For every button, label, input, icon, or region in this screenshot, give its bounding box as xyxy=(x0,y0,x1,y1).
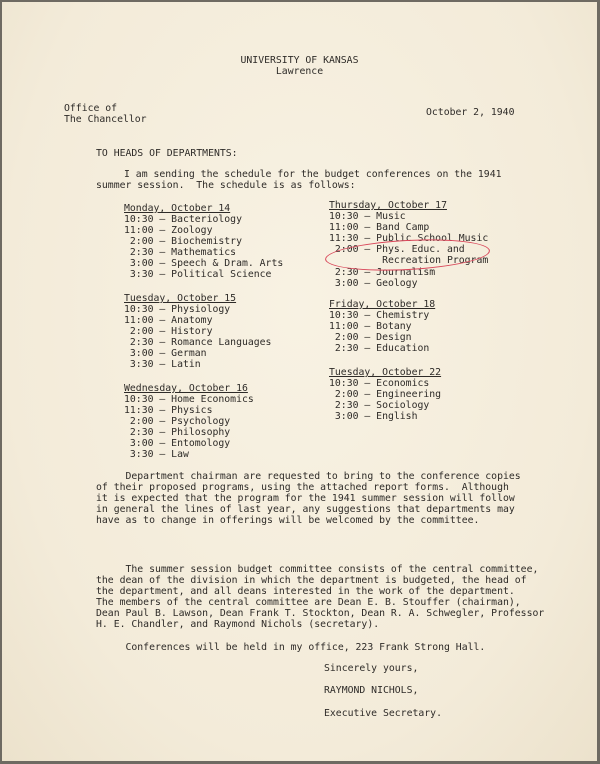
day-heading-tuesday-22: Tuesday, October 22 xyxy=(329,367,442,378)
paragraph-line: Dean Paul B. Lawson, Dean Frank T. Stockton, Dean R. A. Schwegler, Professor xyxy=(96,608,545,619)
day-heading-thursday: Thursday, October 17 xyxy=(329,200,447,211)
paragraph-line: of their proposed programs, using the attached report forms. Although xyxy=(96,482,509,493)
letter-page xyxy=(2,2,597,761)
day-heading-wednesday: Wednesday, October 16 xyxy=(124,383,248,394)
schedule-entry: 2:30 — Sociology xyxy=(329,400,430,411)
closing-title: Executive Secretary. xyxy=(324,708,442,719)
paragraph-line: in general the lines of last year, any suggestions that departments may xyxy=(96,504,515,515)
office-line-2: The Chancellor xyxy=(64,114,147,125)
day-heading-friday: Friday, October 18 xyxy=(329,299,436,310)
paragraph-line: Department chairman are requested to bring to the conference copies xyxy=(96,471,521,482)
intro-line-2: summer session. The schedule is as follows: xyxy=(96,180,356,191)
paragraph-line: it is expected that the program for the 1941 summer session will follow xyxy=(96,493,515,504)
schedule-entry: 10:30 — Physiology xyxy=(124,304,231,315)
schedule-entry: 11:30 — Physics xyxy=(124,405,213,416)
office-line-1: Office of xyxy=(64,103,118,114)
schedule-entry: 3:30 — Law xyxy=(124,449,189,460)
paragraph-line: the department, and all deans interested in the work of the department. xyxy=(96,586,515,597)
schedule-entry: 2:00 — Engineering xyxy=(329,389,442,400)
schedule-entry: 11:00 — Zoology xyxy=(124,225,213,236)
schedule-entry: 10:30 — Music xyxy=(329,211,406,222)
schedule-entry: 3:30 — Latin xyxy=(124,359,201,370)
schedule-entry: 2:30 — Philosophy xyxy=(124,427,231,438)
paragraph-line: The summer session budget committee consists of the central committee, xyxy=(96,564,539,575)
schedule-entry: 11:00 — Band Camp xyxy=(329,222,430,233)
closing-sign-off: Sincerely yours, xyxy=(324,663,419,674)
schedule-entry: 3:00 — Entomology xyxy=(124,438,231,449)
schedule-entry: 2:00 — Phys. Educ. and xyxy=(329,244,465,255)
schedule-entry: 3:00 — English xyxy=(329,411,418,422)
schedule-entry: 2:30 — Mathematics xyxy=(124,247,237,258)
schedule-entry: 3:00 — Speech & Dram. Arts xyxy=(124,258,284,269)
paragraph-line: H. E. Chandler, and Raymond Nichols (secretary). xyxy=(96,619,380,630)
letterhead-city: Lawrence xyxy=(275,66,324,77)
letterhead-university: UNIVERSITY OF KANSAS xyxy=(240,55,359,66)
schedule-entry: 2:30 — Journalism xyxy=(329,267,436,278)
schedule-entry: 10:30 — Chemistry xyxy=(329,310,430,321)
day-heading-tuesday-15: Tuesday, October 15 xyxy=(124,293,237,304)
letter-date: October 2, 1940 xyxy=(426,107,515,118)
salutation: TO HEADS OF DEPARTMENTS: xyxy=(96,148,238,159)
closing-name: RAYMOND NICHOLS, xyxy=(324,685,419,696)
schedule-entry: 3:00 — German xyxy=(124,348,207,359)
schedule-entry: 2:30 — Education xyxy=(329,343,430,354)
schedule-entry: 2:00 — Biochemistry xyxy=(124,236,242,247)
paragraph-line: The members of the central committee are Dean E. B. Stouffer (chairman), xyxy=(96,597,521,608)
schedule-entry: 2:00 — Psychology xyxy=(124,416,231,427)
paragraph-line: have as to change in offerings will be welcomed by the committee. xyxy=(96,515,480,526)
schedule-entry: 3:00 — Geology xyxy=(329,278,418,289)
schedule-entry: 10:30 — Bacteriology xyxy=(124,214,242,225)
day-heading-monday: Monday, October 14 xyxy=(124,203,231,214)
paragraph-line: the dean of the division in which the department is budgeted, the head of xyxy=(96,575,527,586)
schedule-entry: 2:30 — Romance Languages xyxy=(124,337,272,348)
schedule-entry: Recreation Program xyxy=(329,255,489,266)
schedule-entry: 10:30 — Home Economics xyxy=(124,394,254,405)
schedule-entry: 11:30 — Public School Music xyxy=(329,233,489,244)
schedule-entry: 11:00 — Botany xyxy=(329,321,412,332)
intro-line-1: I am sending the schedule for the budget conferences on the 1941 xyxy=(124,169,502,180)
schedule-entry: 3:30 — Political Science xyxy=(124,269,272,280)
schedule-entry: 10:30 — Economics xyxy=(329,378,430,389)
schedule-entry: 2:00 — History xyxy=(124,326,213,337)
schedule-entry: 2:00 — Design xyxy=(329,332,412,343)
schedule-entry: 11:00 — Anatomy xyxy=(124,315,213,326)
paragraph-conference-location: Conferences will be held in my office, 223 Frank Strong Hall. xyxy=(96,642,486,653)
